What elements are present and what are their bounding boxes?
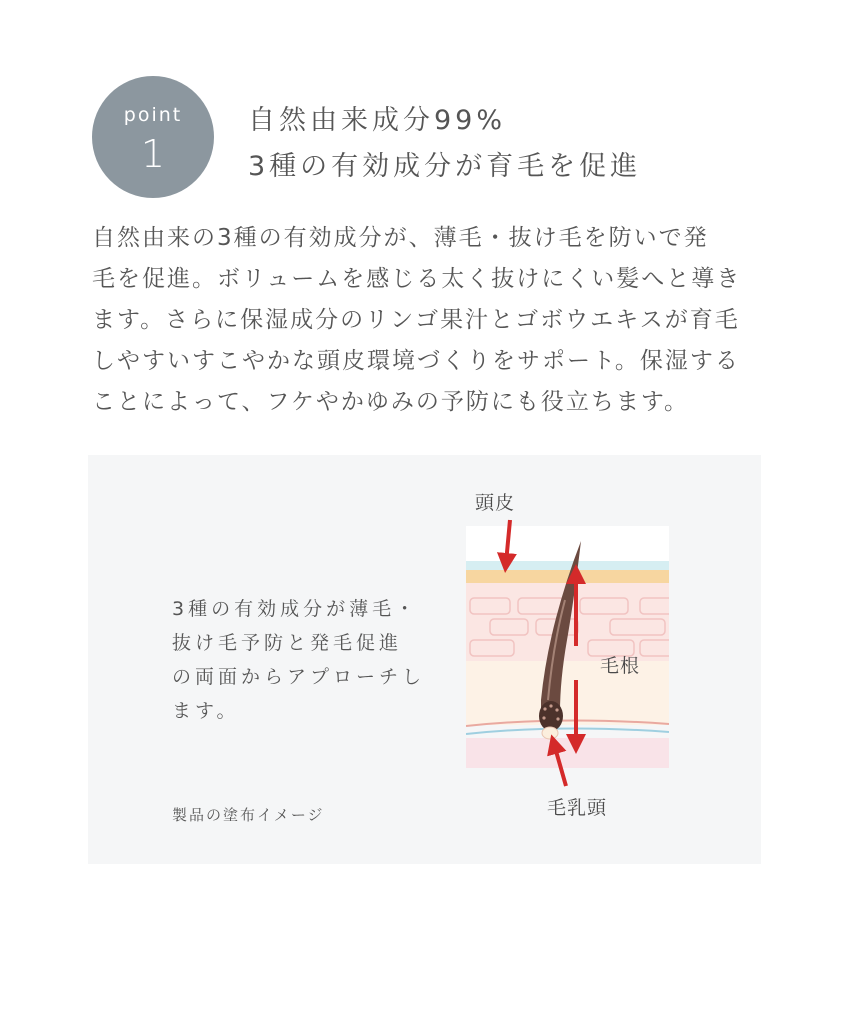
label-scalp: 頭皮	[475, 492, 516, 514]
headline-line-2: 3種の有効成分が育毛を促進	[248, 151, 642, 182]
body-line: しやすいすこやかな頭皮環境づくりをサポート。保湿する	[92, 348, 740, 374]
label-dermal-papilla: 毛乳頭	[547, 797, 608, 819]
panel-description	[172, 592, 425, 728]
body-line: ことによって、フケやかゆみの予防にも役立ちます。	[92, 389, 690, 415]
body-line: ます。さらに保湿成分のリンゴ果汁とゴボウエキスが育毛	[92, 307, 740, 333]
skin-layers	[466, 526, 680, 768]
scalp-hair-diagram	[440, 480, 680, 790]
panel-line: ます。	[172, 700, 240, 722]
panel-line: 抜け毛予防と発毛促進	[172, 632, 403, 654]
label-hair-root: 毛根	[600, 655, 641, 677]
point-label: point	[123, 104, 183, 126]
point-badge	[92, 76, 214, 198]
body-line: 自然由来の3種の有効成分が、薄毛・抜け毛を防いで発	[92, 225, 709, 251]
panel-line: の両面からアプローチし	[172, 666, 426, 688]
panel-line: 3種の有効成分が薄毛・	[172, 598, 419, 620]
body-line: 毛を促進。ボリュームを感じる太く抜けにくい髪へと導き	[92, 266, 742, 292]
body-paragraph	[92, 218, 782, 423]
headline-line-1: 自然由来成分99%	[248, 105, 507, 136]
headline	[248, 98, 641, 190]
point-number: 1	[140, 132, 166, 176]
image-caption: 製品の塗布イメージ	[172, 806, 325, 824]
